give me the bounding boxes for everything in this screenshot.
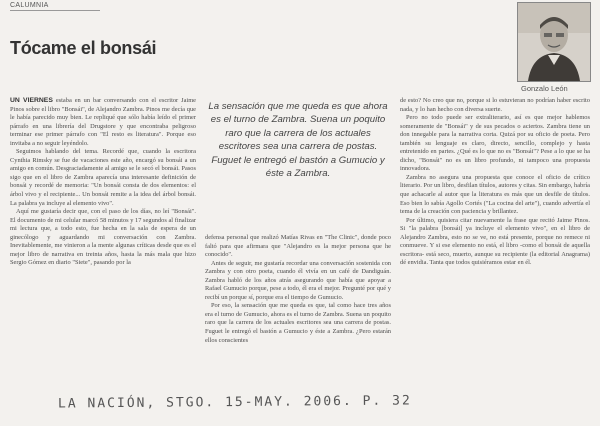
paragraph: de esto? No creo que no, porque si lo estuvieran no podrían haber escrito nada, y lo han hecho con diversa suerte.: [400, 97, 590, 113]
paragraph: Seguimos hablando del tema. Recordé que, cuando la escritora Cynthia Rimsky se fue de vacaciones este año, encargó su bonsái a un amigo en común. Desgraciadamente al amigo se le secó el bonsái. Pasos sigo que en el libro de Zambra aparecía una interesante definición de bonsái y recordé de memoria: "Un bonsái consta de dos elementos: el árbol vivo y el recipiente... Un bonsái remite a la idea del árbol bonsái. La palabra ya incluye al elemento vivo".: [10, 148, 196, 207]
handwritten-source-note: LA NACIÓN, STGO. 15-MAY. 2006. P. 32: [57, 393, 412, 412]
section-label: CALUMNIA: [10, 2, 100, 11]
lead-in: UN VIERNES: [10, 97, 53, 104]
article-column-3: [400, 97, 590, 373]
paragraph: Por último, quisiera citar nuevamente la frase que recitó Jaime Pinos. Si "la palabra [bonsái] ya incluye el elemento vivo", en el libro de Alejandro Zambra, esto no se ve, no está presente, porque no remece ni conmueve. Y si ese elemento no está, el libro -como el bonsái de aquella escritora- está seco, muerto, aunque su recipiente (la editorial Anagrama) dé envidia. Tanta que todos quisiéramos estar en él.: [400, 216, 590, 267]
paragraph: Pero no todo puede ser extraliterario, así es que mejor hablemos someramente de "Bonsái" y de sus pecados o aciertos. Zambra tiene un don innegable para la narrativa corta. Quizá por su oficio de poeta. Pero también su lenguaje es claro, directo, sencillo, complejo y hasta entretenido en partes. ¿Qué es lo que no es "Bonsái"? Pese a lo que se ha dicho, "Bonsái" no es un libro profundo, ni tampoco una propuesta innovadora.: [400, 114, 590, 173]
paragraph: Antes de seguir, me gustaría recordar una conversación sostenida con Zambra y con otro poeta, cuando él vivía en un café de Dandiguán. Zambra habló de los años atrás asegurando que había que apoyar a Rafael Gumucio porque, pese a todo, él era el mejor. Pregunté por qué y recibí un porque sí, porque era el tiempo de Gumucio.: [205, 259, 391, 301]
article-column-2: [205, 234, 391, 374]
author-portrait-icon: [518, 3, 590, 81]
paragraph: Zambra no asegura una propuesta que conoce el oficio de crítico literario. Por un libro, desfilan títulos, autores y citas. Sin embargo, habría que achacarle al autor que la literatura es más que un desfile de títulos. Eso bien lo sabía Agollo Cortés ("La cocina del arte"), cuando advertía el tema de la creación con paciencia y brillantez.: [400, 173, 590, 216]
lead-paragraph-text: estaba en un bar conversando con el escritor Jaime Pinos sobre el libro "Bonsái", de Alejandro Zambra. Pinos me decía que le había parecido muy bien. Le repliqué que sólo había leído el primer párrafo en una librería del Drugstore y que encontraba peligroso terminar ese primer párrafo con "El resto es literatura". Porque eso invitaba a no seguir leyéndolo.: [10, 97, 196, 147]
author-byline: Gonzalo León: [521, 84, 568, 93]
paragraph: Por eso, la sensación que me queda es que, tal como hace tres años era el turno de Gumucio, ahora es el turno de Zambra. Suena un poquito raro que la carrera de los actuales escritores sea una carrera de postas. Fuguet le entregó el bastón a Gumucio y éste a Zambra. ¿Pero estarán ellos conscientes: [205, 302, 391, 344]
paragraph: defensa personal que realizó Matías Rivas en "The Clinic", donde poco faltó para que afirmara que "Alejandro es la mejor persona que he conocido".: [205, 234, 391, 259]
article-column-1: [10, 97, 196, 373]
author-photo: [517, 2, 591, 82]
headline: Tócame el bonsái: [10, 38, 157, 58]
pull-quote: La sensación que me queda es que ahora es el turno de Zambra. Suena un poquito raro que la carrera de los actuales escritores sea una carrera de postas. Fuguet le entregó el bastón a Gumucio y éste a Zambra.: [208, 101, 388, 180]
paragraph: Aquí me gustaría decir que, con el paso de los días, no leí "Bonsái". El documento de mi celular marcó 58 minutos y 17 segundos al finalizar mi lectura que, a todo esto, fue hecha en la sala de espera de un ginecólogo y aguardando mi conversación con Zambra. Inevitablemente, me vinieron a la mente algunas críticas desde que es el mejor libro de narrativa en treinta años, hasta la más mala que hizo Sergio Gómez en diario "Siete", pasando por la: [10, 208, 196, 267]
paragraph: [10, 97, 196, 148]
